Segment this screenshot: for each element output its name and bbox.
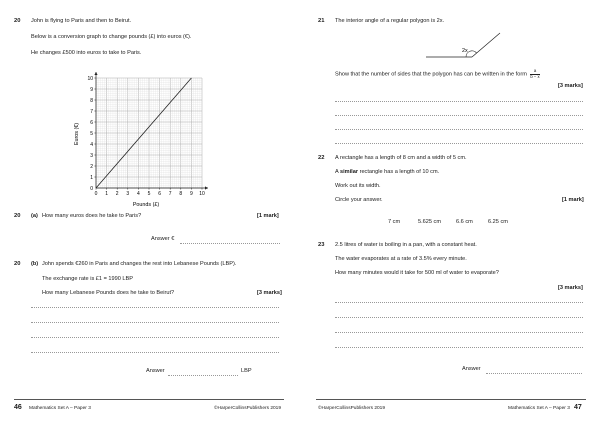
page-number: 47 (574, 404, 582, 411)
question-text: How many euros does he take to Paris? (42, 213, 142, 219)
footer-copyright: ©HarperCollinsPublishers 2019 (214, 406, 281, 411)
working-line[interactable] (335, 347, 583, 348)
y-tick-label: 5 (90, 130, 93, 137)
question-text: How many minutes would it take for 500 ml of water to evaporate? (335, 270, 499, 276)
x-axis-label: Pounds (£) (132, 202, 160, 208)
y-tick-label: 2 (90, 163, 93, 170)
footer-rule (14, 399, 284, 400)
question-text: John is flying to Paris and then to Beirut. (31, 18, 132, 24)
answer-option[interactable]: 6.6 cm (456, 219, 473, 225)
footer-rule (316, 399, 586, 400)
question-number: 20 (14, 261, 21, 267)
question-text (335, 69, 540, 79)
question-text: Circle your answer. (335, 197, 383, 203)
question-text: How many Lebanese Pounds does he take to Beirut? (42, 290, 175, 296)
question-text: The exchange rate is £1 = 1990 LBP (42, 276, 133, 282)
answer-unit: LBP (241, 368, 252, 374)
answer-label: Answer € (151, 236, 175, 242)
y-tick-label: 3 (90, 152, 93, 159)
x-tick-label: 1 (105, 191, 108, 197)
y-tick-label: 7 (90, 108, 93, 115)
answer-option[interactable]: 7 cm (388, 219, 401, 225)
x-tick-label: 10 (199, 191, 205, 197)
x-axis-arrow (205, 186, 208, 189)
marks-label: [1 mark] (562, 197, 584, 203)
question-text (335, 169, 439, 176)
question-text-main: Show that the number of sides that the polygon has can be written in the form (335, 71, 527, 78)
angle-diagram (426, 30, 506, 62)
answer-option[interactable]: 5.625 cm (418, 219, 442, 225)
marks-label: [3 marks] (558, 285, 583, 291)
y-axis-arrow (94, 72, 97, 75)
y-tick-label: 4 (90, 141, 93, 148)
question-text: The interior angle of a regular polygon is 2x. (335, 18, 445, 24)
question-number: 23 (318, 242, 325, 248)
y-axis-label: Euros (€) (74, 122, 80, 146)
question-text: He changes £500 into euros to take to Paris. (31, 50, 142, 56)
answer-label: Answer (462, 366, 481, 372)
angle-label: 2x (462, 48, 468, 54)
x-tick-label: 5 (147, 191, 151, 197)
working-line[interactable] (31, 337, 279, 338)
working-line[interactable] (335, 101, 583, 102)
working-line[interactable] (31, 352, 279, 353)
marks-label: [1 mark] (257, 213, 279, 219)
question-text: Work out its width. (335, 183, 381, 189)
fraction-numerator: a (530, 69, 539, 75)
working-line[interactable] (335, 317, 583, 318)
right-page (300, 0, 600, 424)
question-text: 2.5 litres of water is boiling in a pan, with a constant heat. (335, 242, 477, 248)
y-tick-label: 0 (90, 185, 93, 192)
question-number: 22 (318, 155, 325, 161)
working-line[interactable] (335, 129, 583, 130)
x-tick-label: 7 (168, 191, 172, 197)
x-tick-label: 9 (190, 191, 193, 197)
answer-line[interactable] (168, 375, 238, 376)
working-line[interactable] (335, 115, 583, 116)
question-number: 21 (318, 18, 325, 24)
fraction-denominator: b − x (530, 73, 540, 79)
page-number: 46 (14, 404, 22, 411)
footer-title: Mathematics Set A – Paper 3 (29, 406, 91, 411)
question-text: John spends €260 in Paris and changes the rest into Lebanese Pounds (LBP). (42, 261, 237, 267)
x-tick-label: 3 (126, 191, 130, 197)
question-part: (b) (31, 261, 39, 267)
y-tick-label: 10 (87, 75, 93, 82)
answer-label: Answer (146, 368, 165, 374)
working-line[interactable] (335, 143, 583, 144)
x-tick-label: 4 (137, 191, 140, 197)
question-number: 20 (14, 18, 21, 24)
x-tick-label: 0 (94, 191, 98, 197)
marks-label: [3 marks] (257, 290, 282, 296)
answer-option[interactable]: 6.25 cm (488, 219, 508, 225)
text-part: A (335, 169, 340, 175)
working-line[interactable] (335, 332, 583, 333)
fraction (530, 69, 539, 79)
working-line[interactable] (31, 322, 279, 323)
question-number: 20 (14, 213, 21, 219)
x-tick-label: 8 (179, 191, 183, 197)
question-text: Below is a conversion graph to change pounds (£) into euros (€). (31, 34, 192, 40)
footer-copyright: ©HarperCollinsPublishers 2019 (318, 406, 385, 411)
x-tick-label: 6 (158, 191, 161, 197)
footer-title: Mathematics Set A – Paper 3 (508, 406, 570, 411)
text-part: rectangle has a length of 10 cm. (358, 169, 440, 175)
x-tick-label: 2 (115, 191, 119, 197)
answer-line[interactable] (180, 243, 280, 244)
question-text: A rectangle has a length of 8 cm and a width of 5 cm. (335, 155, 467, 161)
question-text: The water evaporates at a rate of 3.5% every minute. (335, 256, 467, 262)
conversion-graph (60, 64, 220, 210)
question-part: (a) (31, 213, 38, 219)
text-emphasis: similar (339, 169, 359, 175)
working-line[interactable] (31, 307, 279, 308)
angle-arm-line (472, 33, 500, 57)
marks-label: [3 marks] (558, 83, 583, 89)
y-tick-label: 1 (90, 174, 93, 181)
y-tick-label: 6 (90, 119, 93, 126)
working-line[interactable] (335, 302, 583, 303)
answer-line[interactable] (486, 373, 582, 374)
y-tick-label: 8 (90, 97, 93, 104)
y-tick-label: 9 (90, 86, 93, 93)
